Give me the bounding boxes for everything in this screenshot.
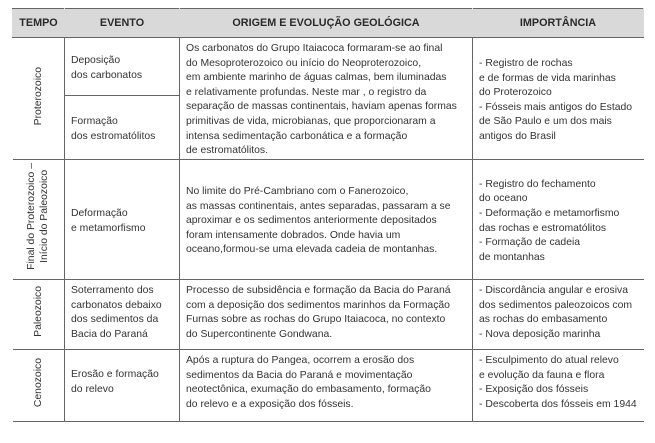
tempo-cell-paleozoico [13, 280, 65, 350]
origem-line: foram intensamente dobrados. Onde havia um [186, 229, 401, 241]
tempo-label: Final do Proterozoico – [26, 163, 38, 271]
header-importancia: IMPORTÂNCIA [473, 9, 644, 38]
evento-cell [65, 38, 180, 96]
table-row-proterozoico-a [13, 38, 644, 96]
importancia-line: - Esculpimento do atual relevo [479, 355, 619, 366]
tempo-cell-transicao [13, 160, 65, 280]
importancia-line: dos sedimentos paleozoicos com [479, 299, 633, 311]
origem-line: No limite do Pré-Cambriano com o Fanerozoico, [186, 186, 409, 198]
evento-line: dos carbonatos [71, 69, 143, 81]
table-row-paleozoico [13, 280, 644, 350]
header-row [13, 9, 644, 38]
evento-line: Erosão e formação [71, 369, 159, 380]
tempo-label: Paleozoico [32, 286, 44, 338]
importancia-line: e evolução da fauna e flora [479, 369, 605, 381]
origem-line: do relevo e a exposição dos fósseis. [186, 398, 354, 410]
tempo-label: Proterozoico [32, 66, 44, 125]
evento-line: dos estromatólitos [71, 130, 156, 142]
importancia-line: de São Paulo e um dos mais [479, 116, 612, 128]
table-row-transicao [13, 160, 644, 280]
geology-table [12, 8, 644, 422]
importancia-line: do oceano [479, 193, 528, 205]
importancia-line: e de formas de vida marinhas [479, 72, 616, 84]
origem-cell [180, 350, 473, 422]
tempo-label: Início do Paleozoico [39, 170, 51, 264]
origem-line: primitivas de vida, microbianas, que proporcionaram a [186, 115, 436, 127]
tempo-cell-cenozoico [13, 350, 65, 422]
origem-line: com a deposição dos sedimentos marinhos da Formação [186, 299, 450, 311]
origem-line: Após a ruptura do Pangea, ocorrem a erosão dos [186, 355, 415, 366]
evento-line: Deposição [71, 54, 121, 66]
importancia-cell [473, 160, 644, 280]
importancia-cell [473, 280, 644, 350]
evento-cell [65, 350, 180, 422]
importancia-line: as rochas do embasamento [479, 314, 608, 326]
origem-line: separação de massas continentais, haviam apenas formas [186, 101, 457, 113]
table-row-cenozoico [13, 350, 644, 422]
evento-cell [65, 160, 180, 280]
geology-table-container [12, 8, 643, 422]
tempo-label: Cenozoico [32, 358, 44, 408]
origem-line: aproximar e os sedimentos anteriormente depositados [186, 215, 437, 227]
origem-line: Processo de subsidência e formação da Bacia do Paraná [186, 285, 451, 296]
importancia-line: - Discordância angular e erosiva [479, 285, 629, 296]
origem-line: do Mesoproterozoico ou início do Neoproterozoico, [186, 57, 422, 69]
importancia-line: - Descoberta dos fósseis em 1944 [479, 398, 637, 410]
origem-line: de estromatólitos. [186, 145, 269, 157]
importancia-cell [473, 350, 644, 422]
evento-cell [65, 280, 180, 350]
importancia-line: - Exposição dos fósseis [479, 384, 589, 396]
evento-line: carbonatos debaixo [71, 299, 162, 311]
header-origem: ORIGEM E EVOLUÇÃO GEOLÓGICA [180, 9, 473, 38]
header-tempo: TEMPO [13, 9, 65, 38]
tempo-cell-proterozoico [13, 38, 65, 160]
importancia-line: antigos do Brasil [479, 130, 556, 142]
origem-line: e relativamente profundas. Neste mar , o registro da [186, 86, 427, 98]
importancia-cell [473, 38, 644, 160]
evento-line: dos sedimentos da [71, 314, 159, 326]
origem-line: intensa sedimentação carbonática e a formação [186, 130, 408, 142]
origem-cell [180, 38, 473, 160]
importancia-line: - Nova deposição marinha [479, 328, 601, 340]
origem-cell [180, 280, 473, 350]
origem-cell [180, 160, 473, 280]
importancia-line: - Formação de cadeia [479, 237, 581, 249]
importancia-line: - Registro de rochas [479, 58, 573, 69]
evento-line: Deformação [71, 207, 128, 219]
importancia-line: - Deformação e metamorfismo [479, 207, 620, 219]
evento-cell [65, 96, 180, 160]
importancia-line: das rochas e estromatólitos [479, 222, 607, 234]
evento-line: Soterramento dos [71, 285, 154, 296]
origem-line: oceano,formou-se uma elevada cadeia de montanhas. [186, 244, 438, 256]
origem-line: em ambiente marinho de águas calmas, bem iluminadas [186, 72, 447, 84]
origem-line: sedimentos da Bacia do Paraná e movimentação [186, 369, 413, 381]
origem-line: as massas continentais, antes separadas, passaram a se [186, 200, 451, 212]
evento-line: do relevo [71, 383, 114, 395]
importancia-line: - Registro do fechamento [479, 178, 596, 190]
evento-line: e metamorfismo [71, 222, 146, 234]
importancia-line: do Proterozoico [479, 87, 552, 99]
origem-line: Os carbonatos do Grupo Itaiacoca formaram-se ao final [186, 43, 443, 54]
header-evento: EVENTO [65, 9, 180, 38]
evento-line: Formação [71, 115, 118, 127]
origem-line: neotectônica, exumação do embasamento, formação [186, 384, 431, 396]
origem-line: Furnas sobre as rochas do Grupo Itaiacoca, no contexto [186, 314, 446, 326]
importancia-line: - Fósseis mais antigos do Estado [479, 101, 633, 113]
evento-line: Bacia do Paraná [71, 328, 148, 340]
origem-line: do Supercontinente Gondwana. [186, 328, 333, 340]
importancia-line: de montanhas [479, 251, 545, 263]
